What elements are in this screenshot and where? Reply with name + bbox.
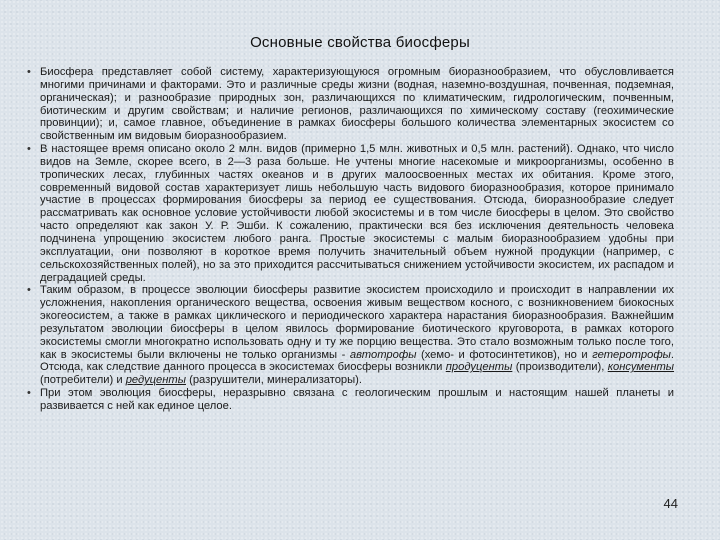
slide-title: Основные свойства биосферы: [250, 34, 470, 51]
bullet-icon: •: [27, 143, 31, 156]
term-autotrophs: автотрофы: [349, 348, 417, 361]
paragraph-text: Таким образом, в процессе эволюции биосферы развитие экосистем происходило и происходит в направлении их усложнения, накопления органического вещества, освоения живым веществом косного, с возникновением биокосных экогеосистем, а также в рамках циклического и периодического характера нарастания биоразнообразия. Важнейшим результатом эволюции биосферы в целом явилось формирование биотического круговорота, в рамках которого экосистемы смогли многократно использовать одну и ту же порцию вещества. Это стало возможным только после того, как в экосистемы были включены не только организмы -: [40, 284, 674, 361]
paragraph-text: . Отсюда, как следствие данного процесса в экосистемах биосферы возникли: [40, 348, 675, 374]
bullet-icon: •: [27, 284, 31, 297]
bullet-paragraph-2: [27, 143, 674, 284]
paragraph-text: (хемо- и фотосинтетиков), но и: [420, 348, 588, 361]
paragraph-text: (разрушители, минерализаторы).: [189, 374, 363, 387]
bullet-paragraph-1: [27, 66, 674, 143]
bullet-icon: •: [27, 66, 31, 78]
paragraph-text: Биосфера представляет собой систему, характеризующуюся огромным биоразнообразием, что обусловливается многими причинами и факторами. Это и различные среды жизни (водная, наземно-воздушная, почвенная, подземная, органическая); и разнообразие природных зон, различающихся по климатическим, гидрологическим, почвенным, биотическим и другим свойствам; и наличие регионов, различающихся по химическому составу (геохимические провинции); и, самое главное, объединение в рамках биосферы большого количества элементарных экосистем со свойственным им видовым биоразнообразием.: [40, 66, 674, 143]
term-reducers: редуценты: [125, 374, 186, 387]
bullet-paragraph-4: [27, 387, 674, 413]
bullet-icon: •: [27, 387, 31, 400]
bullet-paragraph-3: [27, 284, 675, 387]
term-producers: продуценты: [445, 361, 513, 374]
paragraph-text: При этом эволюция биосферы, неразрывно связана с геологическим прошлым и настоящим нашей планеты и развивается с ней как единое целое.: [40, 387, 674, 412]
term-consumers: консументы: [607, 361, 675, 374]
bullet-list: [27, 66, 675, 413]
paragraph-text: (производители),: [515, 361, 605, 374]
paragraph-text: (потребители) и: [40, 374, 123, 387]
page-number: 44: [663, 496, 678, 511]
term-heterotrophs: гетеротрофы: [592, 348, 671, 361]
paragraph-text: В настоящее время описано около 2 млн. видов (примерно 1,5 млн. животных и 0,5 млн. растений). Однако, что число видов на Земле, скорее всего, в 2—3 раза больше. Не учтены многие насекомые и микроорганизмы, особенно в тропических лесах, глубинных частях океанов и в других малоосвоенных местах их обитания. Кроме этого, современный видовой состав характеризует лишь небольшую часть видового биоразнообразия, которое принимало участие в процессах формирования биосферы за период ее существования. Отсюда, биоразнообразие следует рассматривать как основное условие устойчивости любой экосистемы и в том числе биосферы в целом. Это свойство часто определяют как закон У. Р. Эшби. К сожалению, практически вся без исключения деятельность человека подчинена упрощению экосистем любого ранга. Простые экосистемы с малым биоразнообразием удобны при эксплуатации, они позволяют в короткое время получить значительный объем нужной продукции (например, с сельскохозяйственных полей), но за это приходится рассчитываться снижением устойчивости экосистем, их распадом и деградацией среды.: [40, 143, 674, 284]
